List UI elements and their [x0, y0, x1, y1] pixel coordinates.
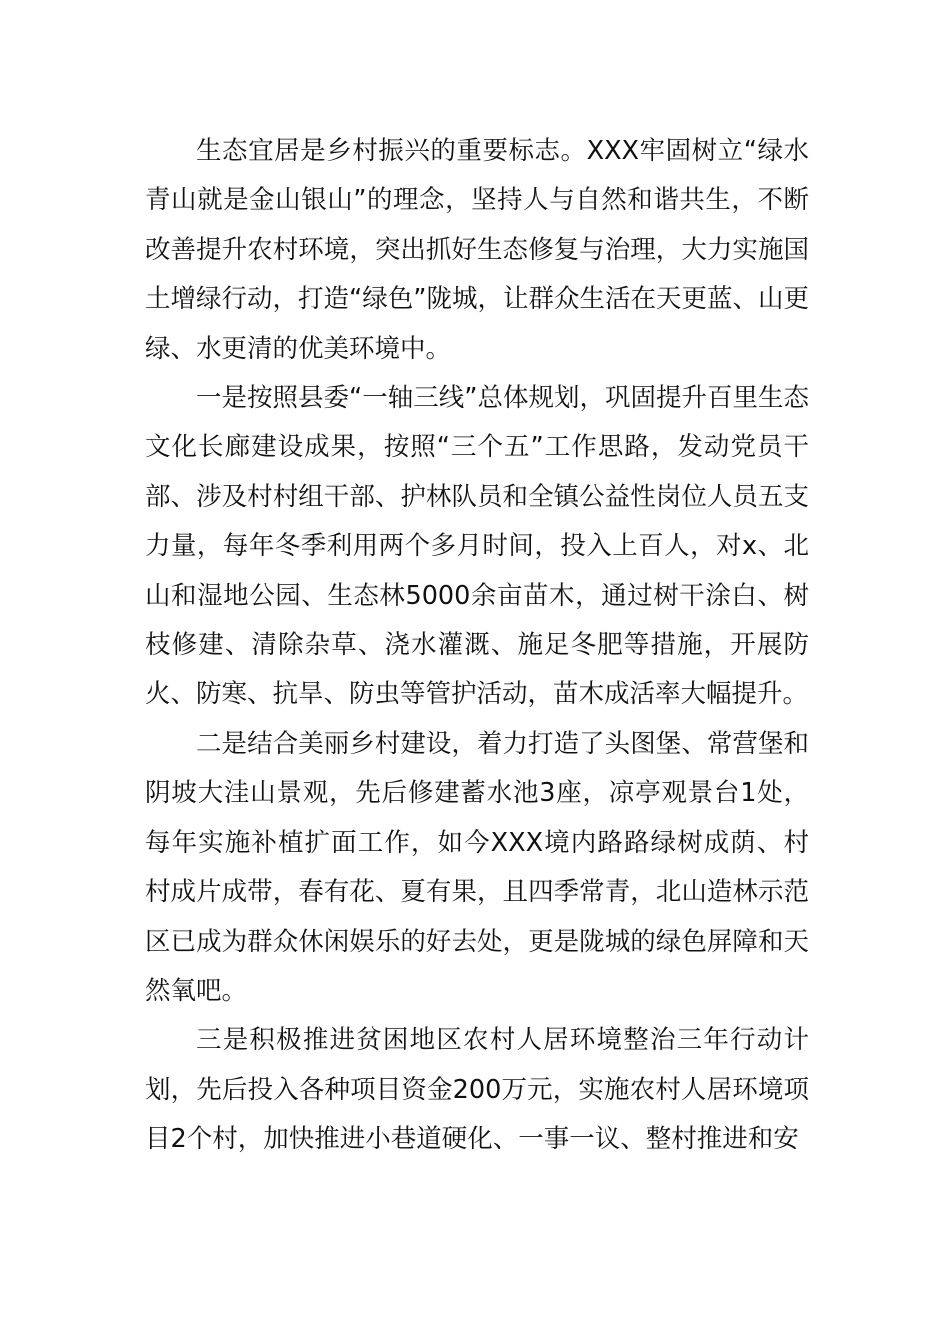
paragraph-point-two: 二是结合美丽乡村建设，着力打造了头图堡、常营堡和阴坡大洼山景观，先后修建蓄水池3座，凉亭观景台1处，每年实施补植扩面工作，如今XXX境内路路绿树成荫、村村成片成带，春有花、夏有果，且四季常青，北山造林示范区已成为群众休闲娱乐的好去处，更是陇城的绿色屏障和天然氧吧。: [145, 728, 809, 1006]
document-body: [145, 127, 809, 1165]
paragraph-intro: 生态宜居是乡村振兴的重要标志。XXX牢固树立“绿水青山就是金山银山”的理念，坚持人与自然和谐共生，不断改善提升农村环境，突出抓好生态修复与治理，大力实施国土增绿行动，打造“绿色”陇城，让群众生活在天更蓝、山更绿、水更清的优美环境中。: [145, 136, 809, 364]
paragraph-point-three: 三是积极推进贫困地区农村人居环境整治三年行动计划，先后投入各种项目资金200万元，实施农村人居环境项目2个村，加快推进小巷道硬化、一事一议、整村推进和安: [145, 1025, 809, 1155]
paragraph-point-one: 一是按照县委“一轴三线”总体规划，巩固提升百里生态文化长廊建设成果，按照“三个五”工作思路，发动党员干部、涉及村村组干部、护林队员和全镇公益性岗位人员五支力量，每年冬季利用两个多月时间，投入上百人，对x、北山和湿地公园、生态林5000余亩苗木，通过树干涂白、树枝修建、清除杂草、浇水灌溉、施足冬肥等措施，开展防火、防寒、抗旱、防虫等管护活动，苗木成活率大幅提升。: [145, 383, 809, 710]
